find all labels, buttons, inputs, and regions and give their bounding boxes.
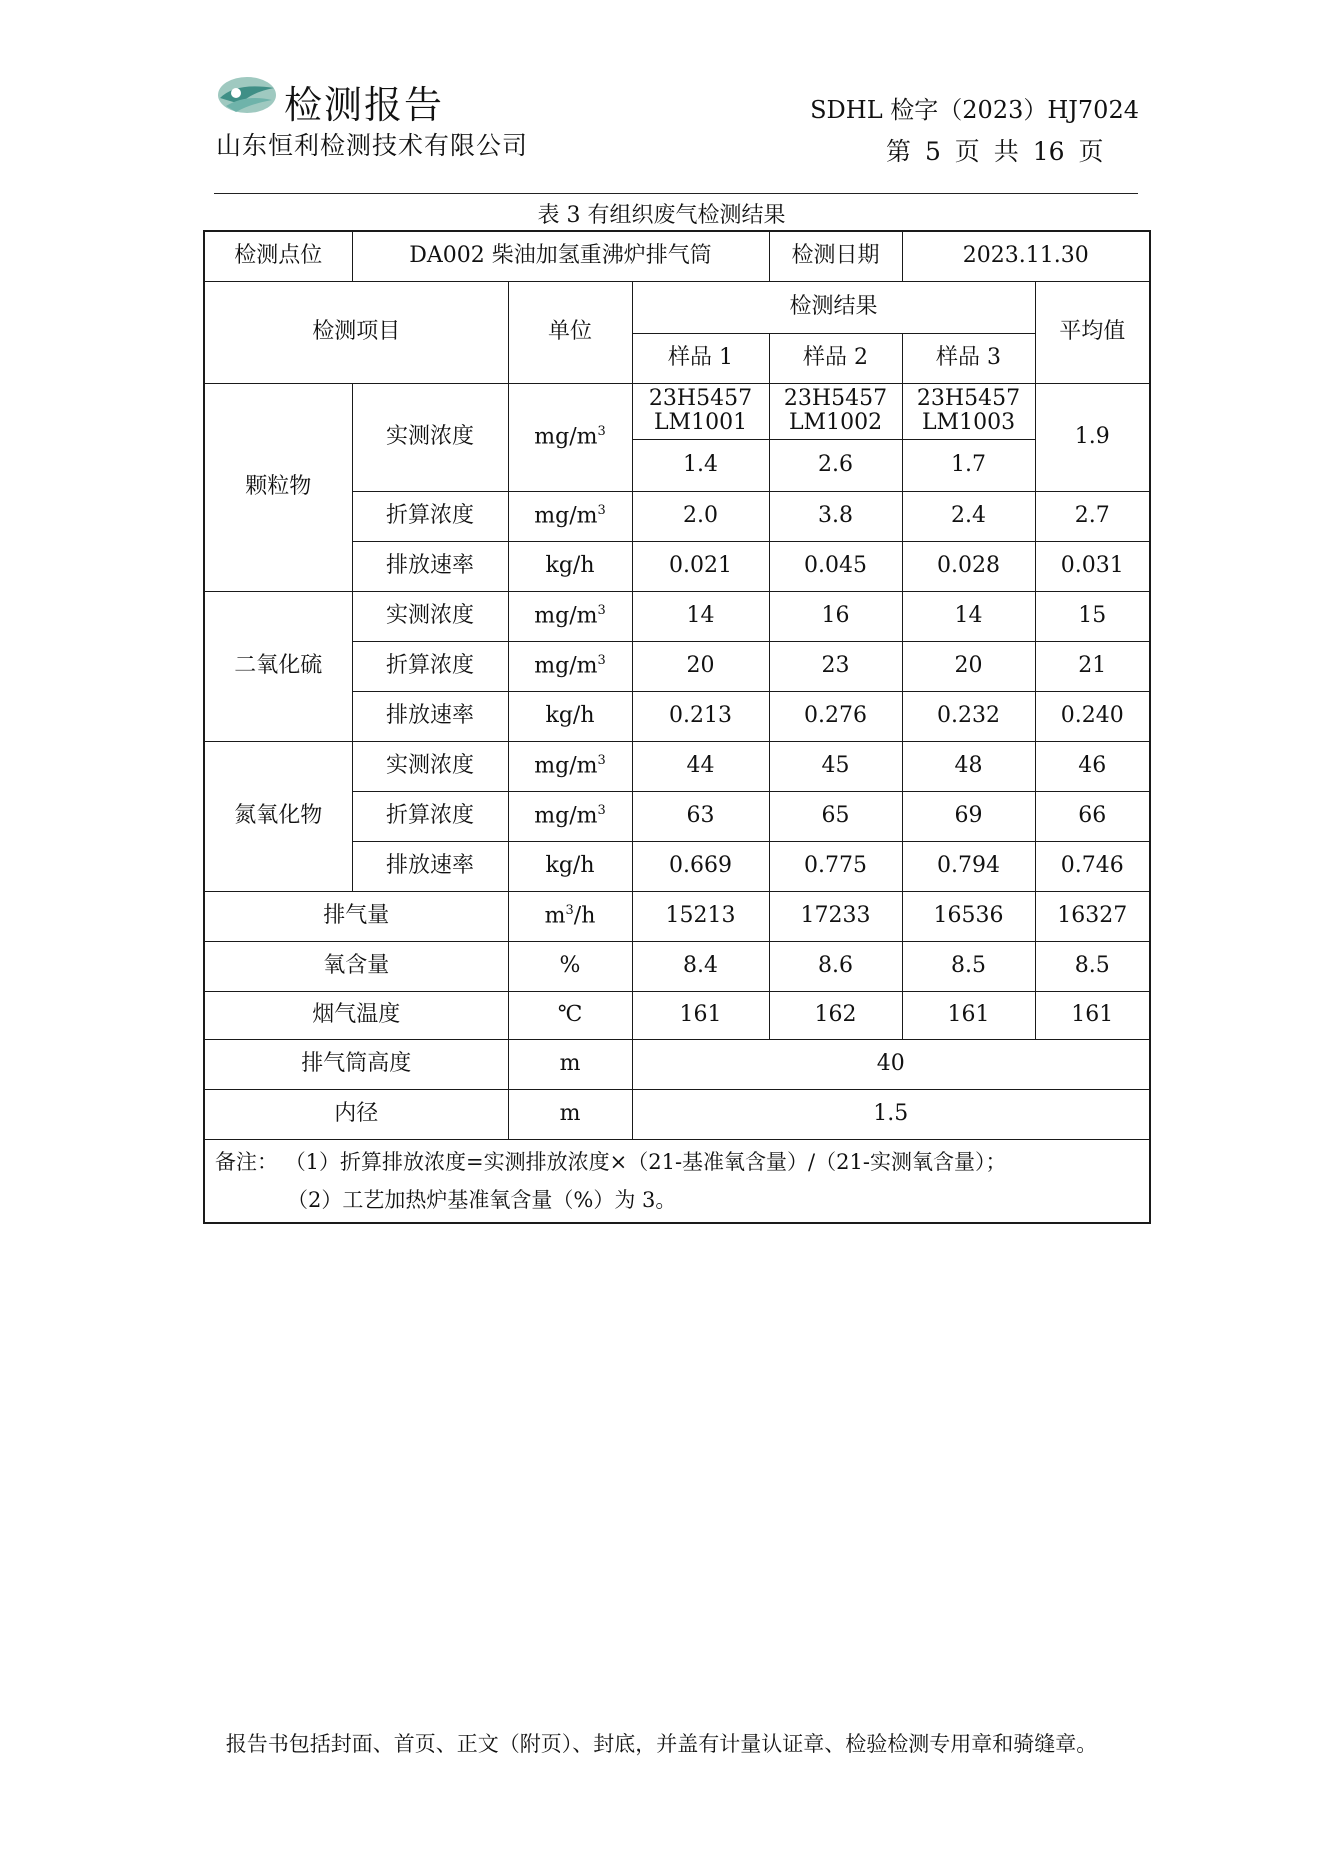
- table-row: [204, 1039, 1150, 1089]
- report-title: 检测报告: [284, 83, 445, 127]
- table-caption: 表 3 有组织废气检测结果: [537, 203, 786, 228]
- row-unit: %: [508, 941, 632, 991]
- row-unit: kg/h: [508, 541, 632, 591]
- sample-header: 样品 2: [769, 333, 902, 383]
- cell-value: 44: [632, 741, 769, 791]
- cell-value: 17233: [769, 891, 902, 941]
- report-number: SDHL 检字（2023）HJ7024: [810, 96, 1139, 124]
- sample-header: 样品 3: [902, 333, 1035, 383]
- row-avg: 66: [1035, 791, 1150, 841]
- cell-value: 14: [632, 591, 769, 641]
- row-unit: $mg/m^3$: [508, 491, 632, 541]
- row-avg: 2.7: [1035, 491, 1150, 541]
- row-unit: $mg/m^3$: [508, 791, 632, 841]
- row-unit: ℃: [508, 991, 632, 1039]
- table-row: [204, 591, 1150, 641]
- col-avg-header: 平均值: [1035, 281, 1150, 383]
- note-line-1: [215, 1143, 1149, 1181]
- row-unit: kg/h: [508, 691, 632, 741]
- cell-value: 3.8: [769, 491, 902, 541]
- table-row: [204, 1089, 1150, 1139]
- row-item: 实测浓度: [352, 741, 508, 791]
- sample-header: 样品 1: [632, 333, 769, 383]
- row-avg: 21: [1035, 641, 1150, 691]
- cell-value: 0.028: [902, 541, 1035, 591]
- cell-value: 20: [902, 641, 1035, 691]
- notes-cell: [204, 1139, 1150, 1223]
- row-item: 烟气温度: [204, 991, 508, 1039]
- footer-note: 报告书包括封面、首页、正文（附页）、封底，并盖有计量认证章、检验检测专用章和骑缝章。: [225, 1732, 1098, 1756]
- cell-value: 161: [632, 991, 769, 1039]
- cell-value: 63: [632, 791, 769, 841]
- cell-value: 23: [769, 641, 902, 691]
- notes-row: [204, 1139, 1150, 1223]
- site-label: 检测点位: [204, 231, 352, 281]
- cell-value: 16536: [902, 891, 1035, 941]
- row-item: 内径: [204, 1089, 508, 1139]
- sample-id: 23H5457 LM1003: [902, 383, 1035, 439]
- page-info: 第 5 页 共 16 页: [886, 137, 1104, 166]
- row-avg: 16327: [1035, 891, 1150, 941]
- row-item: 排气量: [204, 891, 508, 941]
- cell-value: 1.7: [902, 439, 1035, 491]
- row-avg: 0.031: [1035, 541, 1150, 591]
- row-unit: $mg/m^3$: [508, 741, 632, 791]
- date-value: 2023.11.30: [902, 231, 1150, 281]
- cell-value: 48: [902, 741, 1035, 791]
- col-item-header: 检测项目: [204, 281, 508, 383]
- cell-value: 16: [769, 591, 902, 641]
- cell-value: 0.213: [632, 691, 769, 741]
- row-item: 折算浓度: [352, 491, 508, 541]
- row-avg: 1.9: [1035, 383, 1150, 491]
- cell-value: 69: [902, 791, 1035, 841]
- row-item: 排放速率: [352, 691, 508, 741]
- col-results-header: 检测结果: [632, 281, 1035, 333]
- cell-value: 2.6: [769, 439, 902, 491]
- date-label: 检测日期: [769, 231, 902, 281]
- row-item: 排放速率: [352, 841, 508, 891]
- note-1: （1）折算排放浓度=实测排放浓度×（21-基准氧含量）/（21-实测氧含量）；: [284, 1149, 1007, 1174]
- cell-value: 2.4: [902, 491, 1035, 541]
- company-name: 山东恒利检测技术有限公司: [216, 131, 529, 160]
- cell-value: 0.276: [769, 691, 902, 741]
- cell-value: 20: [632, 641, 769, 691]
- row-unit: kg/h: [508, 841, 632, 891]
- group-name: 二氧化硫: [204, 591, 352, 741]
- notes-label: 备注：: [215, 1149, 278, 1174]
- cell-value: 14: [902, 591, 1035, 641]
- row-avg: 0.240: [1035, 691, 1150, 741]
- cell-value: 65: [769, 791, 902, 841]
- row-avg: 161: [1035, 991, 1150, 1039]
- row-unit: $m^3/h$: [508, 891, 632, 941]
- cell-value: 161: [902, 991, 1035, 1039]
- row-item: 排放速率: [352, 541, 508, 591]
- table-row: [204, 941, 1150, 991]
- row-avg: 15: [1035, 591, 1150, 641]
- company-logo: [216, 74, 278, 116]
- col-unit-header: 单位: [508, 281, 632, 383]
- table-row: [204, 891, 1150, 941]
- row-item: 氧含量: [204, 941, 508, 991]
- cell-value: 0.794: [902, 841, 1035, 891]
- cell-value: 15213: [632, 891, 769, 941]
- row-unit: m: [508, 1089, 632, 1139]
- cell-value: 8.5: [902, 941, 1035, 991]
- group-name: 颗粒物: [204, 383, 352, 591]
- merged-value: 1.5: [632, 1089, 1150, 1139]
- row-item: 排气筒高度: [204, 1039, 508, 1089]
- table-row: [204, 383, 1150, 439]
- cell-value: 8.6: [769, 941, 902, 991]
- header-row: [204, 281, 1150, 333]
- row-avg: 0.746: [1035, 841, 1150, 891]
- row-unit: $mg/m^3$: [508, 641, 632, 691]
- table-row: [204, 991, 1150, 1039]
- note-2: （2）工艺加热炉基准氧含量（%）为 3。: [287, 1187, 677, 1212]
- cell-value: 0.045: [769, 541, 902, 591]
- cell-value: 162: [769, 991, 902, 1039]
- cell-value: 0.669: [632, 841, 769, 891]
- site-row: [204, 231, 1150, 281]
- cell-value: 45: [769, 741, 902, 791]
- row-avg: 46: [1035, 741, 1150, 791]
- row-unit: $mg/m^3$: [508, 383, 632, 491]
- cell-value: 2.0: [632, 491, 769, 541]
- cell-value: 1.4: [632, 439, 769, 491]
- sample-id: 23H5457 LM1002: [769, 383, 902, 439]
- results-table: [203, 230, 1151, 1224]
- cell-value: 0.775: [769, 841, 902, 891]
- cell-value: 0.021: [632, 541, 769, 591]
- site-value: DA002 柴油加氢重沸炉排气筒: [352, 231, 769, 281]
- header-divider: [214, 193, 1138, 194]
- row-item: 折算浓度: [352, 641, 508, 691]
- merged-value: 40: [632, 1039, 1150, 1089]
- cell-value: 8.4: [632, 941, 769, 991]
- table-row: [204, 741, 1150, 791]
- row-item: 折算浓度: [352, 791, 508, 841]
- sample-id: 23H5457 LM1001: [632, 383, 769, 439]
- row-unit: m: [508, 1039, 632, 1089]
- group-name: 氮氧化物: [204, 741, 352, 891]
- cell-value: 0.232: [902, 691, 1035, 741]
- row-item: 实测浓度: [352, 591, 508, 641]
- row-avg: 8.5: [1035, 941, 1150, 991]
- row-item: 实测浓度: [352, 383, 508, 491]
- row-unit: $mg/m^3$: [508, 591, 632, 641]
